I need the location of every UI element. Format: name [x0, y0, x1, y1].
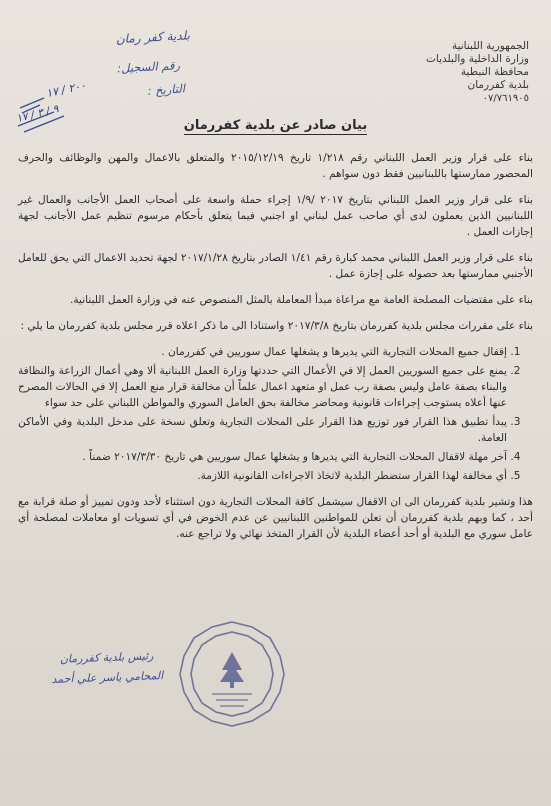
document-body — [18, 150, 533, 552]
signature-block — [31, 645, 182, 690]
registration-number-label: رقم السجيل: — [116, 58, 181, 76]
letterhead-country: الجمهورية اللبنانية — [451, 40, 529, 52]
letterhead-phone: ٠٧/٧٦١٩٠٥ — [482, 93, 529, 104]
registration-number-value: ٢٠٠ / ١٧ — [45, 78, 88, 101]
letterhead-governorate: محافظة النبطية — [460, 66, 529, 78]
paragraph: بناء على قرار وزير العمل اللبناني محمد كبارة رقم ١/٤١ الصادر بتاريخ ٢٠١٧/١/٢٨ لجهة تحديد الاعمال التي يحق للعامل الأجنبي ممارستها بعد حصوله على إجازة عمل . — [18, 252, 533, 280]
registration-municipality: بلدية كفر رمان — [115, 28, 191, 47]
list-item: 5. أي مخالفة لهذا القرار ستضطر البلدية لاتخاذ الاجراءات القانونية اللازمة. — [18, 468, 507, 484]
decision-list — [18, 344, 533, 484]
letterhead-municipality: بلدية كفررمان — [467, 79, 529, 91]
registration-date-label: التاريخ : — [147, 81, 186, 98]
letterhead-ministry: وزارة الداخلية والبلديات — [426, 53, 529, 65]
signature-title: رئيس بلدية كفررمان — [59, 649, 154, 666]
registration-block — [10, 28, 191, 126]
paragraph: بناء على مقررات مجلس بلدية كفررمان بتاريخ ٢٠١٧/٣/٨ واستنادا الى ما ذكر اعلاه قرر مجلس بلدية كفررمان ما يلي : — [20, 320, 533, 332]
registration-date-value: ٩ / ٣ / ١٧ — [15, 102, 60, 126]
document-title: بيان صادر عن بلدية كفررمان — [183, 118, 368, 133]
list-item: 4. آخر مهلة لاقفال المحلات التجارية التي يديرها و يشغلها عمال سوريين هي تاريخ ٢٠١٧/٣/٣٠ ضمناً . — [18, 449, 507, 465]
list-item: 2. يمنع على جميع السوريين العمل إلا في الأعمال التي حددتها وزارة العمل اللبنانية ألا وهي أعمال الزراعة والنظافة والبناء بصفة عامل وليس بصفة رب عمل او متعهد اعمال علماً أن مخالفة قرار منع العمل إلا في الحالات المصرح عنها أعلاه يستوجب إجراءات قانونية ومحاضر مخالفة بحق العامل السوري والمواطن اللبناني على حد سواء — [18, 363, 507, 411]
paragraph: بناء على قرار وزير العمل اللبناني رقم ١/٢١٨ تاريخ ٢٠١٥/١٢/١٩ والمتعلق بالاعمال والمهن والوظائف والحرف المحصور ممارستها باللبنانيين فقط دون سواهم . — [18, 152, 533, 180]
list-item: 3. يبدأ تطبيق هذا القرار فور توزيع هذا القرار على المحلات التجارية وتعلق نسخة على مدخل البلدية وفي الأماكن العامة. — [18, 414, 507, 446]
letterhead — [359, 40, 529, 105]
signature-name: المحامي ياسر علي أحمد — [51, 669, 164, 686]
list-item: 1. إقفال جميع المحلات التجارية التي يديرها و يشغلها عمال سوريين في كفررمان . — [18, 344, 507, 360]
municipality-stamp-icon — [176, 618, 288, 730]
paragraph: بناء على قرار وزير العمل اللبناني بتاريخ ٢٠١٧ /١/٩ إجراء حملة واسعة على أصحاب العمل الأجانب والعمال غير اللبنانيين الذين يعملون لدى أي صاحب عمل لبناني او اجنبي فيما يتعلق بأحكام مرسوم تنظيم عمل الأجانب لجهة إجازات العمل . — [18, 194, 533, 238]
closing-paragraph: هذا وتشير بلدية كفررمان الى ان الاقفال سيشمل كافة المحلات التجارية دون استثناء لأحد ودون تمييز أو صلة قرابة مع أحد ، كما وبهم بلدية كفررمان أن تعلن للمواطنين اللبنانيين عن عدم الخوض في أي تسويات او معاملات لمصلحة أي عامل سوري مع البلدية أو أحد أعضاء البلدية لأن القرار المتخذ نهائي ولا تراجع عنه. — [18, 496, 533, 540]
paragraph: بناء على مقتضيات المصلحة العامة مع مراعاة مبدأ المعاملة بالمثل المنصوص عنه في وزارة العمل اللبنانية. — [69, 294, 533, 306]
